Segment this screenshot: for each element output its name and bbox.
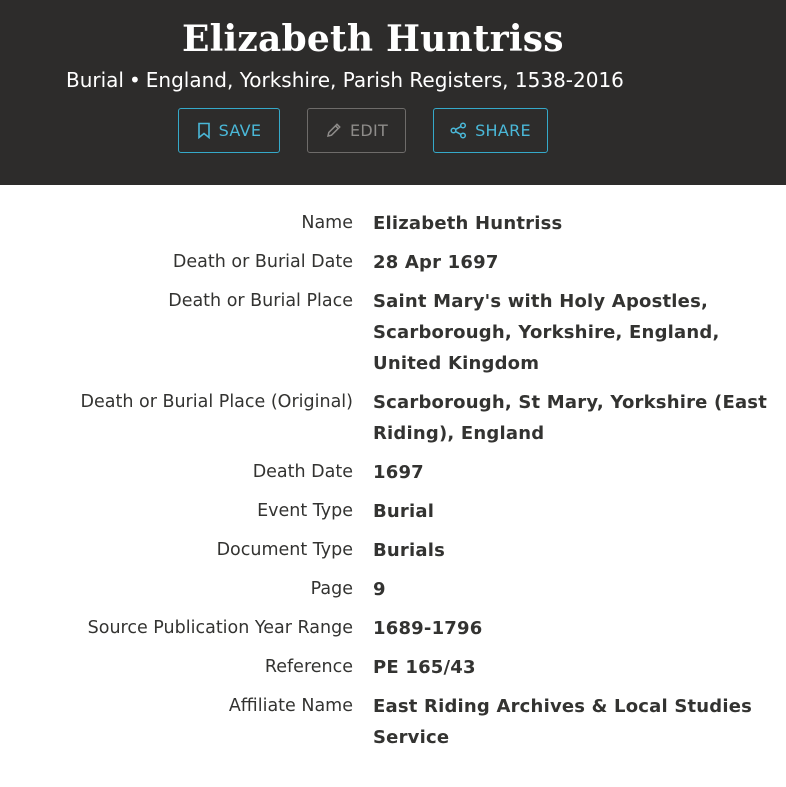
field-value: East Riding Archives & Local Studies Service bbox=[373, 696, 753, 748]
edit-label: EDIT bbox=[349, 121, 389, 140]
save-label: SAVE bbox=[218, 121, 262, 140]
detail-row-event-type bbox=[0, 496, 786, 527]
field-value: 1697 bbox=[373, 462, 424, 483]
detail-row-name bbox=[0, 208, 786, 239]
field-value: Elizabeth Huntriss bbox=[373, 213, 563, 234]
detail-row-year-range bbox=[0, 613, 786, 644]
field-value: 9 bbox=[373, 579, 386, 600]
field-label: Reference bbox=[264, 657, 353, 677]
detail-row-death-date bbox=[0, 457, 786, 488]
save-button[interactable] bbox=[178, 108, 280, 153]
field-label: Name bbox=[301, 213, 353, 233]
field-label: Page bbox=[310, 579, 353, 599]
record-type: Burial bbox=[66, 68, 124, 92]
share-label: SHARE bbox=[475, 121, 531, 140]
field-label: Death or Burial Place bbox=[168, 291, 353, 311]
detail-row-document-type bbox=[0, 535, 786, 566]
detail-row-burial-place-original bbox=[0, 387, 786, 449]
detail-row-burial-date bbox=[0, 247, 786, 278]
field-value: Scarborough, St Mary, Yorkshire (East Riding), England bbox=[373, 392, 768, 444]
field-label: Affiliate Name bbox=[228, 696, 353, 716]
edit-button[interactable] bbox=[307, 108, 406, 153]
field-label: Event Type bbox=[257, 501, 353, 521]
bookmark-icon bbox=[197, 122, 211, 139]
field-label: Death or Burial Date bbox=[172, 252, 353, 272]
collection-name: England, Yorkshire, Parish Registers, 1538-2016 bbox=[145, 68, 624, 92]
field-label: Document Type bbox=[216, 540, 353, 560]
detail-row-burial-place bbox=[0, 286, 786, 379]
field-label: Death or Burial Place (Original) bbox=[80, 392, 353, 412]
subtitle-separator: • bbox=[129, 68, 141, 92]
field-value: 1689-1796 bbox=[373, 618, 483, 639]
detail-row-affiliate bbox=[0, 691, 786, 753]
record-header bbox=[0, 0, 786, 185]
pencil-icon bbox=[325, 122, 342, 139]
field-value: Saint Mary's with Holy Apostles, Scarborough, Yorkshire, England, United Kingdom bbox=[373, 291, 720, 374]
field-label: Death Date bbox=[252, 462, 353, 482]
record-details bbox=[0, 208, 786, 761]
detail-row-reference bbox=[0, 652, 786, 683]
detail-row-page bbox=[0, 574, 786, 605]
field-value: PE 165/43 bbox=[373, 657, 476, 678]
page-title: Elizabeth Huntriss bbox=[182, 18, 564, 60]
share-button[interactable] bbox=[433, 108, 548, 153]
field-label: Source Publication Year Range bbox=[87, 618, 353, 638]
field-value: Burials bbox=[373, 540, 446, 561]
record-subtitle bbox=[66, 68, 624, 92]
share-icon bbox=[450, 122, 467, 139]
field-value: Burial bbox=[373, 501, 435, 522]
field-value: 28 Apr 1697 bbox=[373, 252, 499, 273]
